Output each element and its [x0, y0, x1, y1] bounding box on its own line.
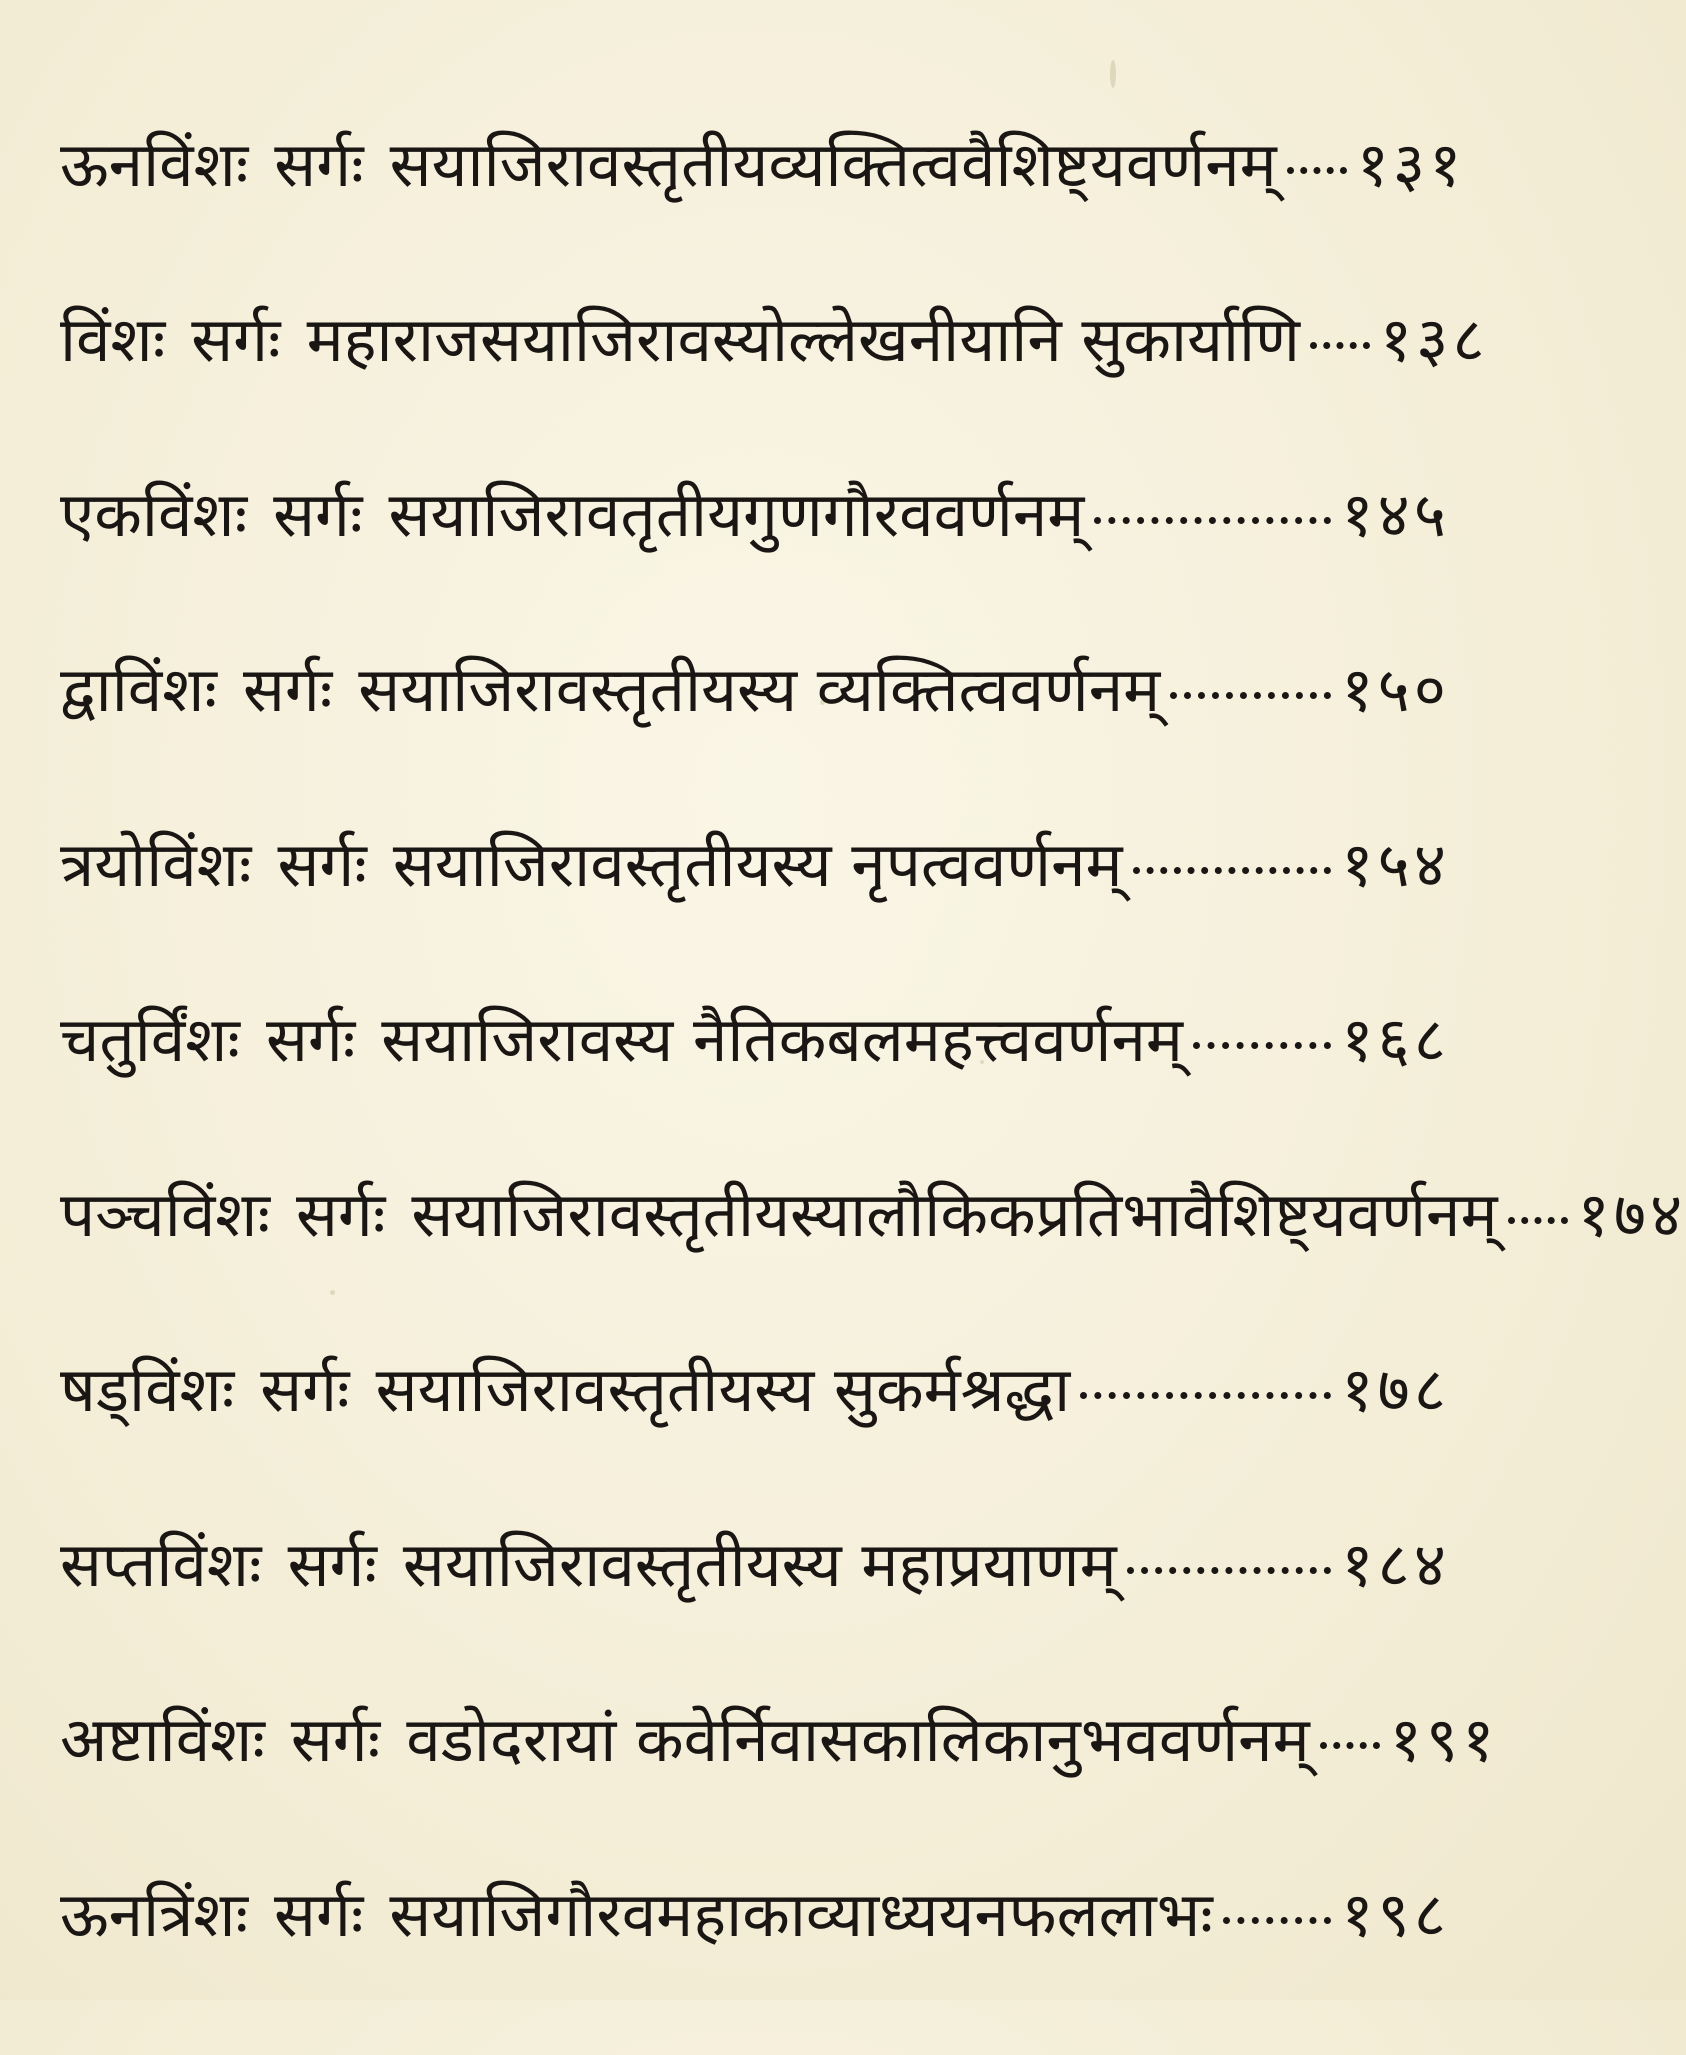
chapter-word: सर्गः [191, 303, 281, 376]
chapter-number: ऊनत्रिंशः [60, 1878, 249, 1951]
chapter-number: त्रयोविंशः [60, 828, 252, 901]
chapter-word: सर्गः [242, 653, 333, 726]
chapter-word: सर्गः [273, 478, 363, 551]
toc-entry [60, 1005, 1450, 1180]
chapter-title: सयाजिरावस्य नैतिकबलमहत्त्ववर्णनम् [381, 1003, 1183, 1076]
dot-leader [1080, 1392, 1331, 1399]
chapter-title: सयाजिरावस्तृतीयव्यक्तित्ववैशिष्ट्यवर्णनम् [389, 128, 1277, 201]
chapter-word: सर्गः [277, 828, 367, 901]
chapter-title: वडोदरायां कवेर्निवासकालिकानुभववर्णनम् [406, 1703, 1310, 1776]
page-number: १७४ [1577, 1178, 1686, 1251]
chapter-number: ऊनविंशः [60, 128, 249, 201]
page-number: १५४ [1341, 828, 1450, 901]
chapter-word: सर्गः [260, 1353, 350, 1426]
chapter-title: सयाजिरावस्तृतीयस्य व्यक्तित्ववर्णनम् [358, 653, 1161, 726]
page-number: १३८ [1379, 303, 1489, 376]
table-of-contents [60, 128, 1686, 2055]
chapter-title: सयाजिरावस्तृतीयस्य सुकर्मश्रद्धा [375, 1353, 1071, 1426]
chapter-number: षड्विंशः [60, 1353, 235, 1426]
toc-entry [60, 655, 1450, 830]
page-number: १९८ [1341, 1878, 1450, 1951]
dot-leader [1287, 167, 1347, 174]
chapter-number: एकविंशः [60, 478, 248, 551]
toc-entry [60, 480, 1450, 655]
chapter-title: सयाजिरावस्तृतीयस्य नृपत्ववर्णनम् [392, 828, 1123, 901]
dot-leader [1127, 1567, 1332, 1574]
chapter-number: अष्टाविंशः [60, 1703, 265, 1776]
dot-leader [1133, 867, 1332, 874]
dot-leader [1310, 342, 1370, 349]
chapter-number: सप्तविंशः [60, 1528, 262, 1601]
chapter-title: सयाजिरावतृतीयगुणगौरववर्णनम् [388, 478, 1085, 551]
page-number: १५० [1341, 653, 1450, 726]
toc-entry [60, 1880, 1450, 2055]
page-number: १७८ [1341, 1353, 1450, 1426]
chapter-word: सर्गः [290, 1703, 381, 1776]
page-number: १४५ [1341, 478, 1450, 551]
chapter-word: सर्गः [274, 1878, 364, 1951]
toc-entry [60, 1178, 1686, 1355]
chapter-title: सयाजिरावस्तृतीयस्य महाप्रयाणम् [402, 1528, 1117, 1601]
chapter-word: सर्गः [274, 128, 364, 201]
dot-leader [1094, 517, 1331, 524]
chapter-word: सर्गः [296, 1178, 386, 1251]
chapter-number: द्वाविंशः [60, 653, 217, 726]
dot-leader [1193, 1042, 1331, 1049]
dot-leader [1170, 692, 1331, 699]
chapter-word: सर्गः [265, 1003, 356, 1076]
toc-entry [60, 1355, 1450, 1530]
chapter-word: सर्गः [287, 1528, 377, 1601]
page-number: १९१ [1389, 1703, 1499, 1776]
dot-leader [1508, 1217, 1568, 1224]
dot-leader [1320, 1742, 1380, 1749]
toc-entry [60, 830, 1450, 1005]
chapter-title: महाराजसयाजिरावस्योल्लेखनीयानि सुकार्याणि [306, 303, 1300, 376]
chapter-number: पञ्चविंशः [60, 1178, 270, 1251]
toc-entry [60, 303, 1489, 480]
chapter-number: चतुर्विंशः [60, 1003, 240, 1076]
chapter-number: विंशः [60, 303, 166, 376]
page-number: १३१ [1356, 128, 1466, 201]
dot-leader [1223, 1917, 1331, 1924]
toc-entry [60, 1530, 1450, 1705]
toc-entry [60, 128, 1466, 305]
toc-entry [60, 1703, 1499, 1880]
page-number: १६८ [1341, 1003, 1450, 1076]
chapter-title: सयाजिगौरवमहाकाव्याध्ययनफललाभः [389, 1878, 1213, 1951]
chapter-title: सयाजिरावस्तृतीयस्यालौकिकप्रतिभावैशिष्ट्यवर्णनम् [411, 1178, 1498, 1251]
page-number: १८४ [1341, 1528, 1450, 1601]
